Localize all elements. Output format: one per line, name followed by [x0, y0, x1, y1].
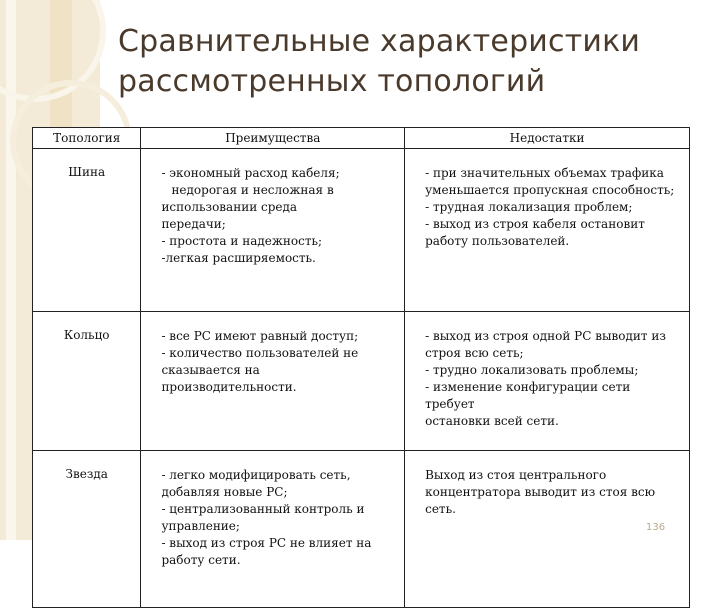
- cell-line: - количество пользователей не: [161, 346, 359, 360]
- cell-line: добавляя новые РС;: [161, 485, 288, 499]
- advantages-cell: [141, 149, 405, 312]
- cell-line: - при значительных объемах трафика: [425, 166, 664, 180]
- cell-line: концентратора выводит из стоя всю: [425, 485, 656, 499]
- cell-line: - простота и надежность;: [161, 234, 323, 248]
- cell-line: - все РС имеют равный доступ;: [161, 329, 359, 343]
- column-header-disadvantages: Недостатки: [405, 128, 690, 149]
- cell-line: Выход из стоя центрального: [425, 468, 607, 482]
- advantages-cell: [141, 451, 405, 608]
- cell-line: - выход из строя одной РС выводит из: [425, 329, 666, 343]
- page-number: 136: [646, 522, 666, 533]
- cell-line: строя всю сеть;: [425, 346, 524, 360]
- cell-line: передачи;: [161, 217, 226, 231]
- table-row: [33, 149, 690, 312]
- cell-line: - трудно локализовать проблемы;: [425, 363, 639, 377]
- cell-line: управление;: [161, 519, 240, 533]
- column-header-advantages: Преимущества: [141, 128, 405, 149]
- table-header-row: [33, 128, 690, 149]
- table-row: [33, 451, 690, 608]
- cell-line: - трудная локализация проблем;: [425, 200, 633, 214]
- cell-line: - экономный расход кабеля;: [161, 166, 340, 180]
- disadvantages-cell: [405, 312, 690, 451]
- topology-name: Кольцо: [33, 312, 141, 451]
- cell-line: работу сети.: [161, 553, 241, 567]
- disadvantages-cell: [405, 149, 690, 312]
- topology-name: Звезда: [33, 451, 141, 608]
- topology-name: Шина: [33, 149, 141, 312]
- topology-comparison-table: [32, 127, 690, 608]
- advantages-cell: [141, 312, 405, 451]
- cell-line: работу пользователей.: [425, 234, 570, 248]
- cell-line: -легкая расширяемость.: [161, 251, 316, 265]
- cell-line: сказывается на производительности.: [161, 363, 297, 394]
- slide-title: [118, 22, 708, 102]
- cell-line: недорогая и несложная в: [171, 183, 334, 197]
- cell-line: - выход из строя кабеля остановит: [425, 217, 645, 231]
- slide-title-line1: Сравнительные характеристики: [118, 24, 641, 59]
- cell-line: - изменение конфигурации сети требует: [425, 380, 631, 411]
- cell-line: - централизованный контроль и: [161, 502, 365, 516]
- slide-title-line2: рассмотренных топологий: [118, 64, 546, 99]
- cell-line: уменьшается пропускная способность;: [425, 183, 675, 197]
- cell-line: остановки всей сети.: [425, 414, 559, 428]
- column-header-topology: Топология: [33, 128, 141, 149]
- cell-line: - выход из строя РС не влияет на: [161, 536, 372, 550]
- cell-line: - легко модифицировать сеть,: [161, 468, 351, 482]
- cell-line: использовании среда: [161, 200, 298, 214]
- table-row: [33, 312, 690, 451]
- cell-line: сеть.: [425, 502, 456, 516]
